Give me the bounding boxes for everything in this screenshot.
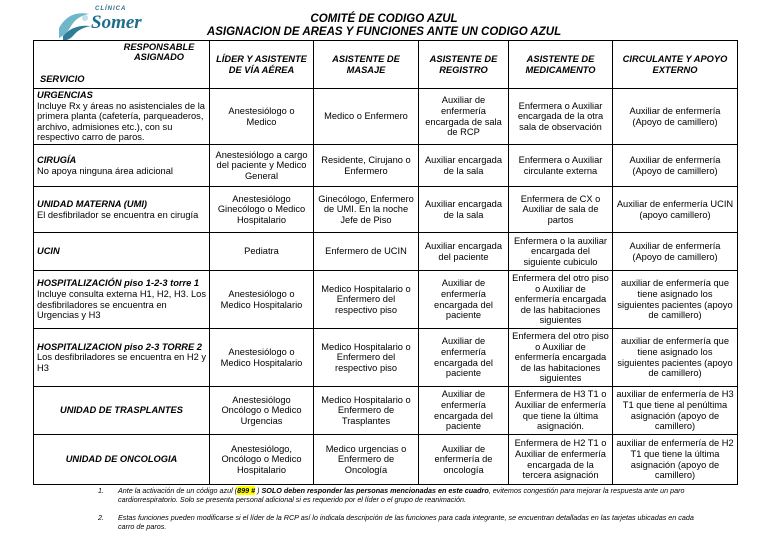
table-cell: Enfermera de H3 T1 o Auxiliar de enfermería que tiene la última asignación. [509,387,613,435]
service-title: CIRUGÍA [37,154,77,165]
table-row [34,233,738,271]
table-cell: Auxiliar encargada de la sala [419,187,509,233]
table-cell: Medico urgencias o Enfermero de Oncología [314,435,419,485]
table-cell: Enfermera de CX o Auxiliar de sala de partos [509,187,613,233]
table-cell: Anestesiólogo Ginecólogo o Medico Hospitalario [210,187,314,233]
table-cell: Auxiliar de enfermería (Apoyo de camillero) [613,233,738,271]
service-cell [34,187,210,233]
service-title: UNIDAD MATERNA (UMI) [37,198,147,209]
column-header: ASISTENTE DE MEDICAMENTO [509,41,613,89]
table-cell: Enfermera o la auxiliar encargada del siguiente cubiculo [509,233,613,271]
service-desc: Los desfibriladores se encuentra en H2 y H3 [37,352,206,373]
table-cell: Auxiliar de enfermería encargada del paciente [419,387,509,435]
table-cell: Enfermera o Auxiliar encargada de la otra sala de observación [509,89,613,145]
table-cell: Anestesiólogo Oncólogo o Medico Urgencias [210,387,314,435]
table-cell: Medico Hospitalario o Enfermero del respectivo piso [314,271,419,329]
table-cell: Enfermera del otro piso o Auxiliar de enfermería encargada de las habitaciones siguientes [509,271,613,329]
footnote-number: 2. [98,513,104,523]
service-cell [34,435,210,485]
table-cell: Ginecólogo, Enfermero de UMI. En la noche Jefe de Piso [314,187,419,233]
table-cell: auxiliar de enfermería de H2 T1 que tiene la última asignación (apoyo de camillero) [613,435,738,485]
footnote-text: Estas funciones pueden modificarse si el líder de la RCP así lo indicala descripción de las funciones para cada integrante, se encuentran detalladas en las tarjetas ubicadas en cada carro de paros. [118,513,694,531]
table-cell: Auxiliar de enfermería (Apoyo de camillero) [613,89,738,145]
table-cell: auxiliar de enfermería de H3 T1 que tiene al penúltima asignación (apoyo de camillero) [613,387,738,435]
table-row [34,271,738,329]
service-cell [34,387,210,435]
service-desc: No apoya ninguna área adicional [37,165,173,176]
table-cell: Auxiliar de enfermería UCIN (apoyo camillero) [613,187,738,233]
table-row [34,145,738,187]
table-row [34,387,738,435]
service-cell [34,329,210,387]
table-cell: Auxiliar encargada de la sala [419,145,509,187]
page-subtitle: ASIGNACION DE AREAS Y FUNCIONES ANTE UN CODIGO AZUL [206,26,562,38]
table-row [34,89,738,145]
table-cell: Auxiliar encargada del paciente [419,233,509,271]
service-title: UCIN [37,246,60,257]
table-cell: Anestesiólogo o Medico [210,89,314,145]
service-header-cell [34,41,210,89]
footnote-1 [98,487,698,504]
service-desc: El desfibrilador se encuentra en cirugía [37,209,199,220]
table-cell: Auxiliar de enfermería encargada de sala de RCP [419,89,509,145]
table-cell: Medico Hospitalario o Enfermero de Trasplantes [314,387,419,435]
table-cell: Pediatra [210,233,314,271]
table-cell: Medico Hospitalario o Enfermero del respectivo piso [314,329,419,387]
table-cell: Enfermera o Auxiliar circulante externa [509,145,613,187]
footnote-text: , evitemos congestión para mejorar la respuesta ante un paro cardiorrespiratorio. Solo se presenta personal adicional si es requerido por el líder o el grupo de reanimación. [118,486,685,504]
logo-brand: Somer [91,12,142,33]
page-title: COMITÉ DE CODIGO AZUL [310,13,458,25]
table-cell: Anestesiólogo o Medico Hospitalario [210,271,314,329]
column-header: LÍDER Y ASISTENTE DE VÍA AÉREA [210,41,314,89]
footnote-text: ) [255,486,262,495]
table-cell: auxiliar de enfermería que tiene asignado los siguientes pacientes (apoyo de camillero) [613,329,738,387]
table-cell: Auxiliar de enfermería (Apoyo de camillero) [613,145,738,187]
table-row [34,187,738,233]
table-row [34,329,738,387]
service-cell [34,89,210,145]
table-cell: Anestesiólogo, Oncólogo o Medico Hospitalario [210,435,314,485]
table-cell: Enfermera del otro piso o Auxiliar de enfermería encargada de las habitaciones siguientes [509,329,613,387]
servicio-header: SERVICIO [40,74,85,85]
table-cell: Residente, Cirujano o Enfermero [314,145,419,187]
table-cell: Auxiliar de enfermería encargada del paciente [419,271,509,329]
footnote-bold: SOLO deben responder las personas mencionadas en este cuadro [261,486,489,495]
table-cell: Anestesiólogo o Medico Hospitalario [210,329,314,387]
logo-small-text: CLÍNICA [95,6,127,12]
table-cell: Enfermera de H2 T1 o Auxiliar de enfermería encargada de la tercera asignación [509,435,613,485]
code-highlight: 899 # [237,486,256,495]
table-cell: Auxiliar de enfermería de oncología [419,435,509,485]
footnote-text: Ante la activación de un código azul ( [118,486,238,495]
table-cell: Anestesiólogo a cargo del paciente y Medico General [210,145,314,187]
assignment-table [33,40,738,485]
footnotes [98,487,698,541]
column-header: ASISTENTE DE REGISTRO [419,41,509,89]
table-row [34,435,738,485]
service-cell [34,233,210,271]
responsable-header: RESPONSABLE ASIGNADO [123,42,195,62]
column-header: CIRCULANTE Y APOYO EXTERNO [613,41,738,89]
table-header-row [34,41,738,89]
service-cell [34,145,210,187]
column-header: ASISTENTE DE MASAJE [314,41,419,89]
table-cell: Auxiliar de enfermería encargada del paciente [419,329,509,387]
service-title: URGENCIAS [37,90,93,101]
service-title: HOSPITALIZACIÓN piso 1-2-3 torre 1 [37,278,200,289]
footnote-number: 1. [98,486,104,495]
table-cell: Enfermero de UCIN [314,233,419,271]
table-cell: Medico o Enfermero [314,89,419,145]
service-title: UNIDAD DE TRASPLANTES [60,405,183,416]
table-cell: auxiliar de enfermería que tiene asignado los siguientes pacientes (apoyo de camillero) [613,271,738,329]
service-desc: Incluye Rx y áreas no asistenciales de la primera planta (cafetería, parqueaderos, archivo, admisiones etc.), con su respectivo carro de paros. [37,100,205,143]
service-desc: Incluye consulta externa H1, H2, H3. Los desfibriladores se encuentra en Urgencias y H3 [37,288,206,321]
footnote-2 [98,514,698,531]
service-cell [34,271,210,329]
service-title: HOSPITALIZACION piso 2-3 TORRE 2 [37,341,202,352]
service-title: UNIDAD DE ONCOLOGIA [65,454,178,465]
